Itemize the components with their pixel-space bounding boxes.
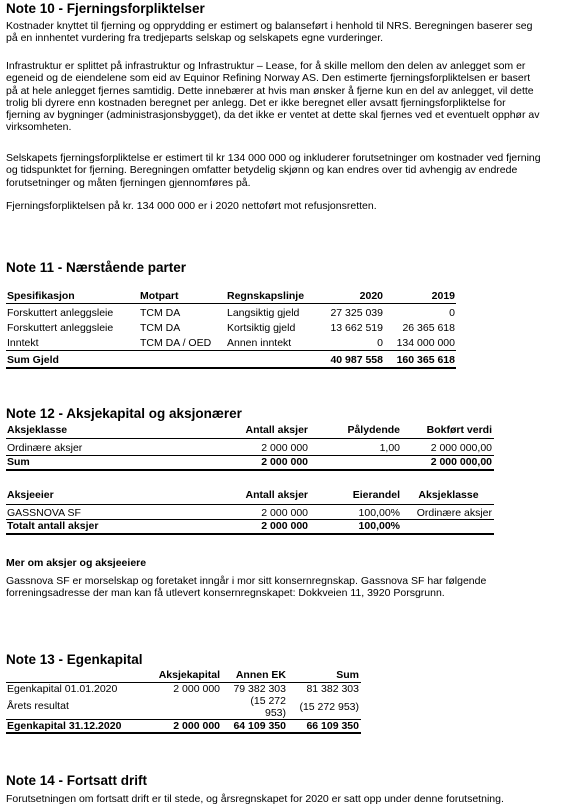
table-header: Antall aksjer (245, 424, 308, 436)
table-cell: Årets resultat (7, 700, 69, 712)
table-cell: Forskuttert anleggsleie (7, 322, 114, 334)
table-cell: Kortsiktig gjeld (227, 322, 296, 334)
table-cell: Sum Gjeld (7, 354, 59, 366)
table-cell: 66 109 350 (306, 720, 359, 732)
table-cell: 100,00% (358, 520, 400, 532)
table-cell: Egenkapital 01.01.2020 (7, 683, 118, 695)
table-cell: 81 382 303 (306, 683, 359, 695)
note10-paragraph-4: Fjerningsforpliktelsen på kr. 134 000 000 er i 2020 nettoført mot refusjonsretten. (6, 200, 377, 212)
table-cell: 2 000 000 (173, 683, 220, 695)
table-cell: (15 272 (250, 695, 286, 707)
table-cell: 0 (449, 307, 455, 319)
note10-paragraph-2: Infrastruktur er splittet på infrastruktur og Infrastruktur – Lease, for å skille mellom den delen av anlegget som er egeneid og de eiendelene som eid av Equinor Refining Norway AS. Den estimerte fjerningsforpliktelsen er basert på at hele anlegget fjernes samtidig. Dette innebærer at hvis man ønsker å fjerne kun en del av anlegget, vil dette trolig bli dyrere enn kostnaden beregnet per anlegg. Det er ikke beregnet eller avsatt fjerningsforpliktelse for fjerning av bygninger (administrasjonsbygget), da det ikke er ventet at dette skal fjernes ved et eventuelt opphør av virksomheten. (6, 60, 540, 134)
table-header: Pålydende (347, 424, 400, 436)
table-cell: 2 000 000 (261, 520, 308, 532)
table-cell: (15 272 953) (299, 701, 359, 713)
note12-paragraph: Gassnova SF er morselskap og foretaket inngår i mor sitt konsernregnskap. Gassnova SF har følgende forreningsadresse der man kan få utlevert konsernregnskapet: Dokkveien 11, 3920 Porsgrunn. (6, 575, 487, 600)
table-header: Sum (336, 669, 359, 681)
table-cell: 27 325 039 (330, 307, 383, 319)
table-cell: Forskuttert anleggsleie (7, 307, 114, 319)
note10-heading: Note 10 - Fjerningsforpliktelser (6, 1, 205, 16)
note10-paragraph-1: Kostnader knyttet til fjerning og opprydding er estimert og balanseført i henhold til NRS. Beregningen baserer seg på en innhentet vurdering fra tredjeparts selskap og selskapets egne vurderinger. (6, 20, 533, 45)
note11-header-motpart: Motpart (140, 290, 179, 302)
table-cell: 2 000 000 (261, 442, 308, 454)
table-cell: 1,00 (379, 442, 400, 454)
table-cell: 160 365 618 (396, 354, 455, 366)
table-header: Antall aksjer (245, 489, 308, 501)
table-cell: TCM DA / OED (140, 337, 212, 349)
table-header: Aksjeeier (7, 489, 54, 501)
table-cell: 953) (264, 707, 286, 719)
note11-header-2019: 2019 (431, 290, 455, 302)
table-cell: 40 987 558 (330, 354, 383, 366)
table-cell: Ordinære aksjer (7, 442, 83, 454)
table-cell: 2 000 000,00 (430, 456, 492, 468)
note11-heading: Note 11 - Nærstående parter (6, 260, 187, 275)
note10-paragraph-3: Selskapets fjerningsforpliktelse er estimert til kr 134 000 000 og inkluderer forutsetninger om kostnader ved fjerning og tidspunktet for fjerning. Beregningen omfatter betydelig skjønn og kan endres over tid avhengig av endrede forutsetninger og måten fjerningen gjennomføres på. (6, 152, 541, 189)
table-cell: 100,00% (358, 507, 400, 519)
table-cell: Annen inntekt (227, 337, 292, 349)
table-header: Bokført verdi (426, 424, 492, 436)
note13-heading: Note 13 - Egenkapital (6, 652, 143, 667)
note14-paragraph: Forutsetningen om fortsatt drift er til stede, og årsregnskapet for 2020 er satt opp under denne forutsetning. (6, 793, 504, 805)
table-header: Aksjeklasse (7, 424, 68, 436)
table-cell: TCM DA (140, 322, 181, 334)
table-header: Annen EK (235, 669, 286, 681)
table-cell: 13 662 519 (330, 322, 383, 334)
table-cell: 2 000 000 (261, 456, 308, 468)
note12-heading: Note 12 - Aksjekapital og aksjonærer (6, 406, 242, 421)
table-cell: 2 000 000,00 (430, 442, 492, 454)
table-cell: GASSNOVA SF (7, 507, 81, 519)
table-cell: Sum (7, 456, 30, 468)
note12-subheading: Mer om aksjer og aksjeeiere (6, 557, 147, 569)
table-cell: Inntekt (7, 337, 39, 349)
table-cell: 2 000 000 (261, 507, 308, 519)
table-header: Eierandel (352, 489, 400, 501)
table-cell: 2 000 000 (173, 720, 220, 732)
note11-header-regnskapslinje: Regnskapslinje (227, 290, 305, 302)
table-cell: 26 365 618 (402, 322, 455, 334)
table-cell: Langsiktig gjeld (227, 307, 300, 319)
table-cell: 0 (377, 337, 383, 349)
table-header: Aksjeklasse (418, 489, 479, 501)
table-cell: Totalt antall aksjer (7, 520, 99, 532)
table-cell: TCM DA (140, 307, 181, 319)
note11-header-spesifikasjon: Spesifikasjon (7, 290, 75, 302)
table-cell: 134 000 000 (396, 337, 455, 349)
note14-heading: Note 14 - Fortsatt drift (6, 773, 148, 788)
table-header: Aksjekapital (158, 669, 220, 681)
table-cell: Ordinære aksjer (416, 507, 492, 519)
note11-header-2020: 2020 (359, 290, 383, 302)
table-cell: Egenkapital 31.12.2020 (7, 720, 122, 732)
table-cell: 64 109 350 (233, 720, 286, 732)
table-cell: 79 382 303 (233, 683, 286, 695)
